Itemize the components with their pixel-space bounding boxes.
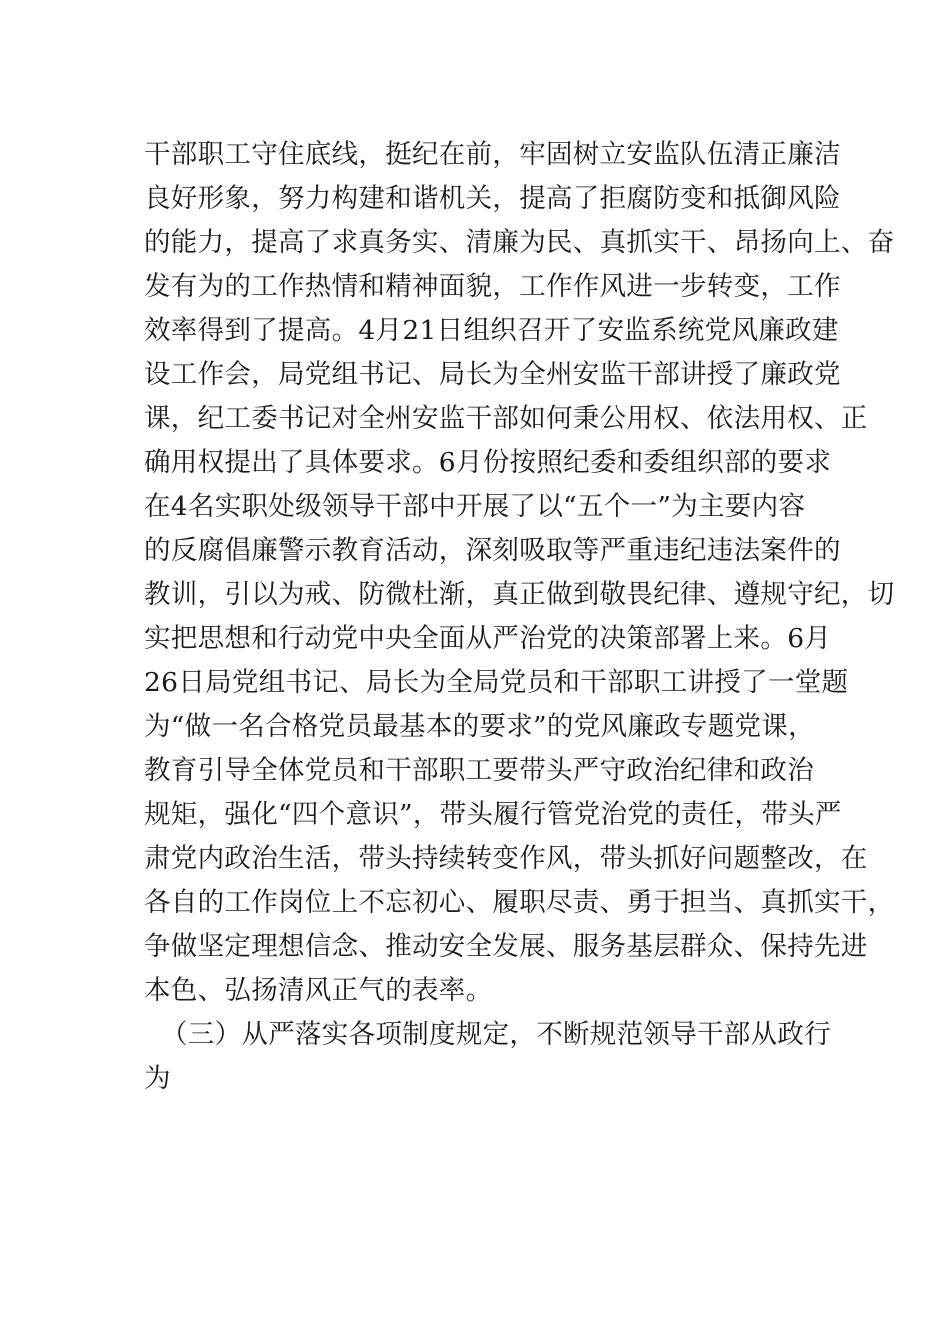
text-line: 教育引导全体党员和干部职工要带头严守政治纪律和政治 — [144, 755, 814, 786]
body-text — [144, 133, 895, 1101]
text-line: 争做坚定理想信念、推动安全发展、服务基层群众、保持先进 — [144, 931, 868, 962]
text-line: 课，纪工委书记对全州安监干部如何秉公用权、依法用权、正 — [144, 403, 868, 434]
text-line: 26日局党组书记、局长为全局党员和干部职工讲授了一堂题 — [144, 667, 849, 698]
text-line: 干部职工守住底线，挺纪在前，牢固树立安监队伍清正廉洁 — [144, 139, 841, 170]
text-line: 肃党内政治生活，带头持续转变作风，带头抓好问题整改，在 — [144, 843, 868, 874]
text-line: 规矩，强化“四个意识”，带头履行管党治党的责任，带头严 — [144, 799, 842, 830]
section-heading-continued: 为 — [144, 1063, 171, 1094]
text-line: 本色、弘扬清风正气的表率。 — [144, 975, 493, 1006]
text-line: 发有为的工作热情和精神面貌，工作作风进一步转变，工作 — [144, 271, 841, 302]
text-line: 在4名实职处级领导干部中开展了以“五个一”为主要内容 — [144, 491, 806, 522]
text-line: 各自的工作岗位上不忘初心、履职尽责、勇于担当、真抓实干， — [144, 887, 895, 918]
text-line: 教训，引以为戒、防微杜渐，真正做到敬畏纪律、遵规守纪，切 — [144, 579, 895, 610]
text-line: 设工作会，局党组书记、局长为全州安监干部讲授了廉政党 — [144, 359, 841, 390]
text-line: 确用权提出了具体要求。6月份按照纪委和委组织部的要求 — [144, 447, 832, 478]
text-line: 为“做一名合格党员最基本的要求”的党风廉政专题党课， — [144, 711, 815, 742]
section-heading: （三）从严落实各项制度规定，不断规范领导干部从政行 — [161, 1019, 831, 1050]
text-line: 效率得到了提高。4月21日组织召开了安监系统党风廉政建 — [144, 315, 839, 346]
text-line: 实把思想和行动党中央全面从严治党的决策部署上来。6月 — [144, 623, 832, 654]
text-line: 良好形象，努力构建和谐机关，提高了拒腐防变和抵御风险 — [144, 183, 841, 214]
text-line: 的能力，提高了求真务实、清廉为民、真抓实干、昂扬向上、奋 — [144, 227, 895, 258]
text-line: 的反腐倡廉警示教育活动，深刻吸取等严重违纪违法案件的 — [144, 535, 841, 566]
